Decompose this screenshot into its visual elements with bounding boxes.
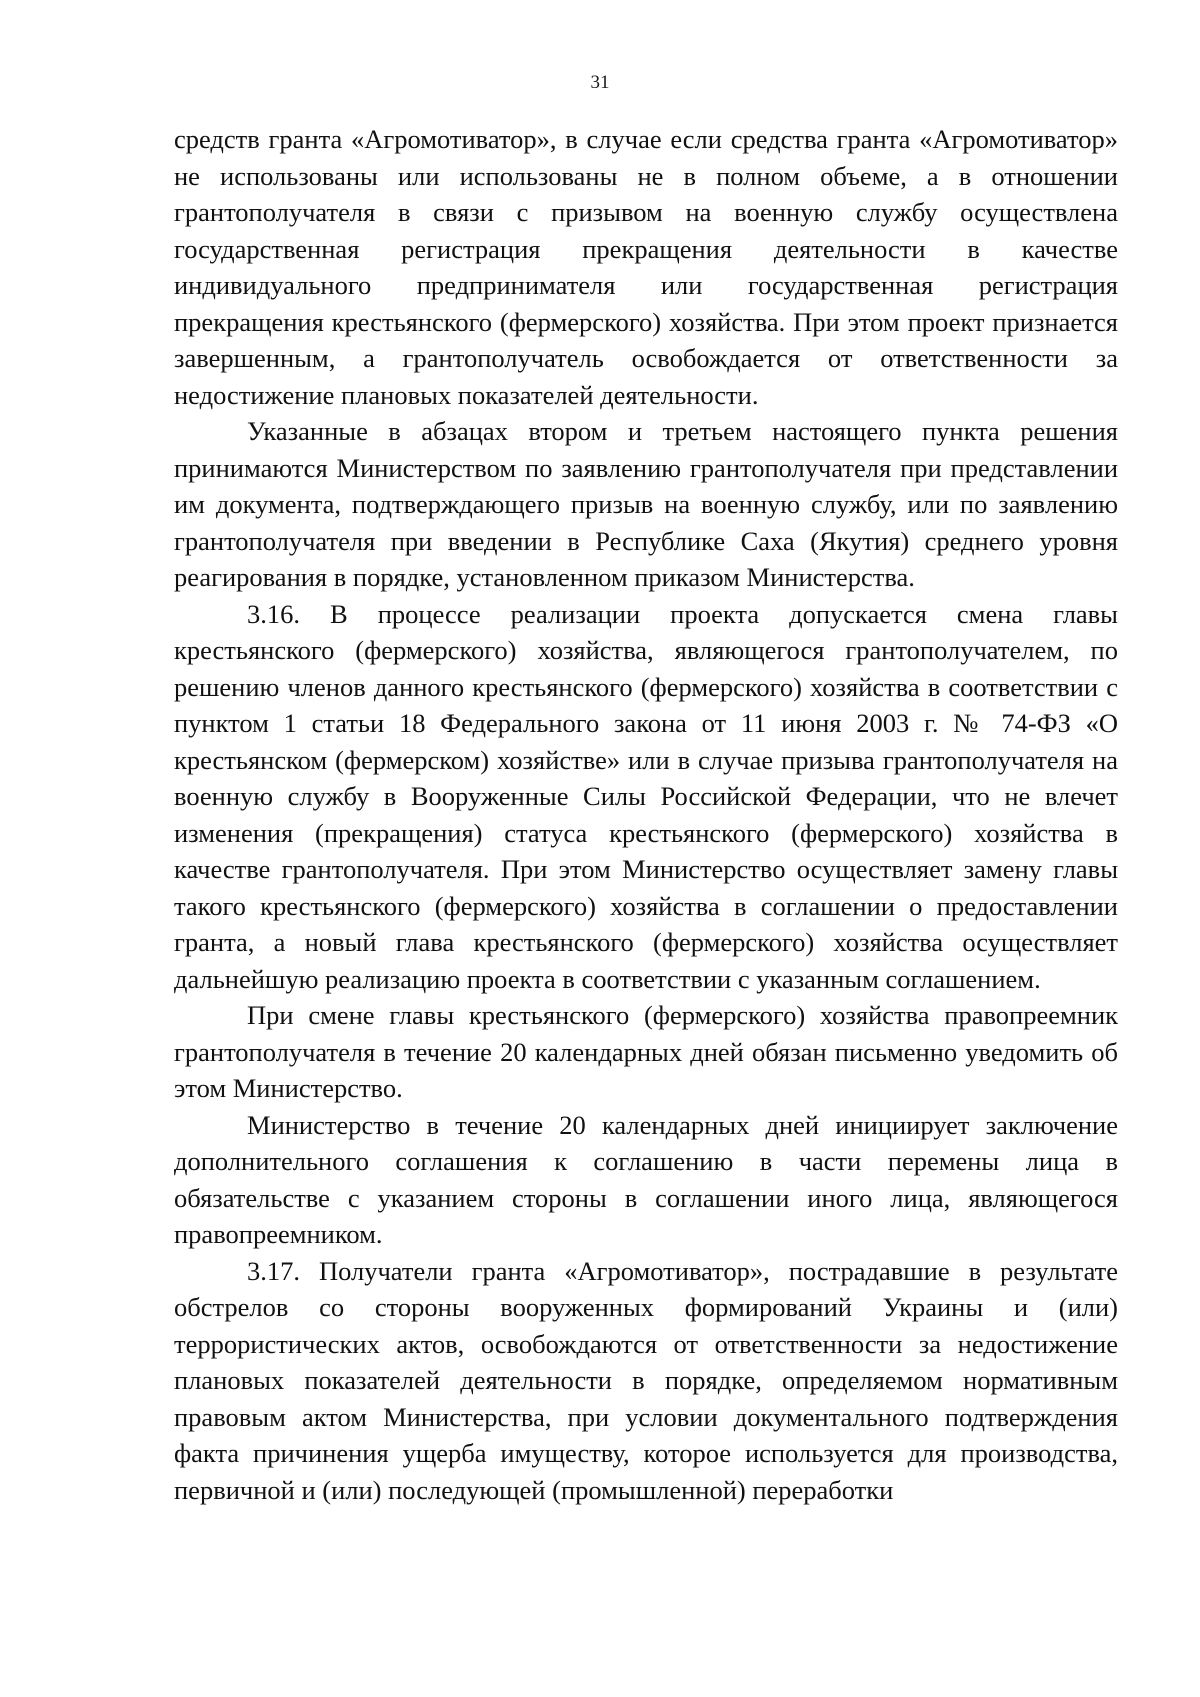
paragraph-decisions: Указанные в абзацах втором и третьем настоящего пункта решения принимаются Министерством по заявлению грантополучателя при представлении им документа, подтверждающего призыв на военную службу, или по заявлению грантополучателя при введении в Республике Саха (Якутия) среднего уровня реагирования в порядке, установленном приказом Министерства.	[174, 416, 1118, 592]
page-number: 31	[590, 72, 610, 93]
paragraph-clause-3-16: 3.16. В процессе реализации проекта допускается смена главы крестьянского (фермерского) хозяйства, являющегося грантополучателем, по решению членов данного крестьянского (фермерского) хозяйства в соответствии с пунктом 1 статьи 18 Федерального закона от 11 июня 2003 г. № 74-ФЗ «О крестьянском (фермерском) хозяйстве» или в случае призыва грантополучателя на военную службу в Вооруженные Силы Российской Федерации, что не влечет изменения (прекращения) статуса крестьянского (фермерского) хозяйства в качестве грантополучателя. При этом Министерство осуществляет замену главы такого крестьянского (фермерского) хозяйства в соглашении о предоставлении гранта, а новый глава крестьянского (фермерского) хозяйства осуществляет дальнейшую реализацию проекта в соответствии с указанным соглашением.	[174, 598, 1118, 994]
document-body	[174, 121, 1118, 1508]
paragraph-successor-notice: При смене главы крестьянского (фермерского) хозяйства правопреемник грантополучателя в течение 20 календарных дней обязан письменно уведомить об этом Министерство.	[174, 1000, 1118, 1103]
paragraph-additional-agreement: Министерство в течение 20 календарных дней инициирует заключение дополнительного соглашения к соглашению в части перемены лица в обязательстве с указанием стороны в соглашении иного лица, являющегося правопреемником.	[174, 1109, 1118, 1249]
paragraph-clause-3-17: 3.17. Получатели гранта «Агромотиватор», пострадавшие в результате обстрелов со стороны вооруженных формирований Украины и (или) террористических актов, освобождаются от ответственности за недостижение плановых показателей деятельности в порядке, определяемом нормативным правовым актом Министерства, при условии документального подтверждения факта причинения ущерба имуществу, которое используется для производства, первичной и (или) последующей (промышленной) переработки	[174, 1255, 1118, 1505]
paragraph-continuation: средств гранта «Агромотиватор», в случае если средства гранта «Агромотиватор» не использованы или использованы не в полном объеме, а в отношении грантополучателя в связи с призывом на военную службу осуществлена государственная регистрация прекращения деятельности в качестве индивидуального предпринимателя или государственная регистрация прекращения крестьянского (фермерского) хозяйства. При этом проект признается завершенным, а грантополучатель освобождается от ответственности за недостижение плановых показателей деятельности.	[174, 124, 1118, 410]
